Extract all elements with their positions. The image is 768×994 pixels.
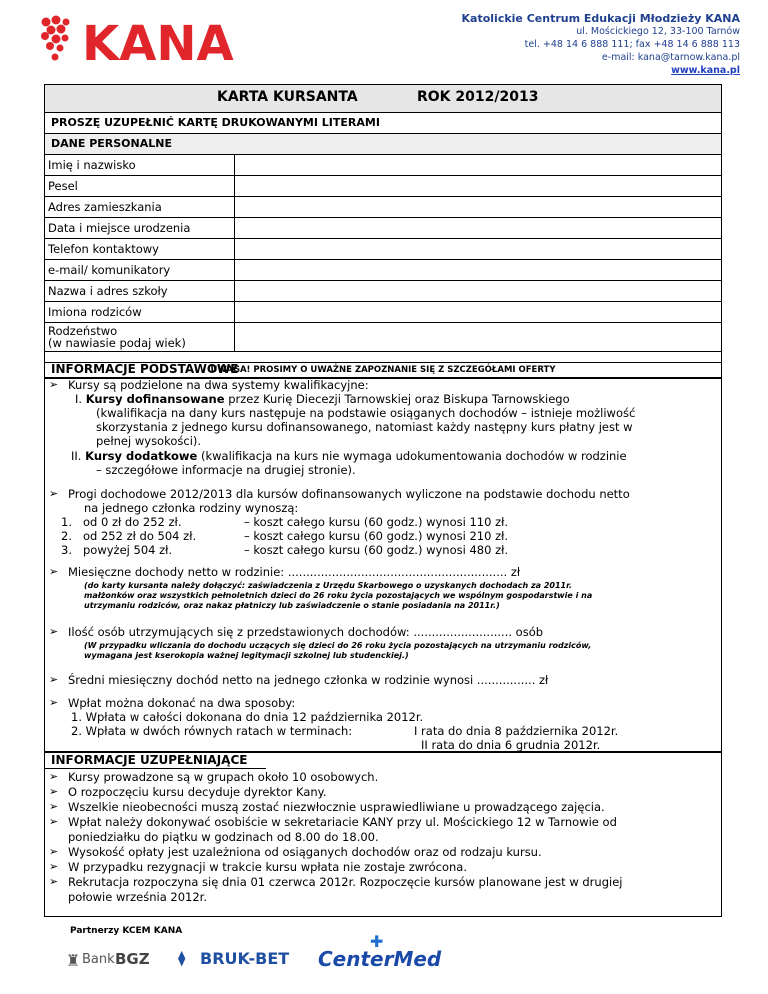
extra-l4b: poniedziałku do piątku w godzinach od 8.00 do 18.00. (68, 830, 379, 844)
table-row (45, 302, 721, 323)
income-note-2: małżonków oraz wszystkich pełnoletnich dzieci do 26 roku życia pozostających we wspólnym gospodarstwie i na (84, 591, 593, 600)
average-income-line: Średni miesięczny dochód netto na jednego członka w rodzinie wynosi ................ zł (68, 673, 549, 687)
table-row (45, 218, 721, 239)
field-label: e-mail/ komunikatory (45, 260, 235, 281)
extra-l5: Wysokość opłaty jest uzależniona od osiąganych dochodów oraz od rodzaju kursu. (68, 845, 542, 859)
threshold-num: 1. (61, 515, 72, 529)
system-i-line3: skorzystania z jednego kursu dofinansowanego, natomiast każdy następny kurs płatny jest w (96, 420, 633, 434)
bgz-text: BGZ (115, 950, 150, 968)
extra-l7a: Rekrutacja rozpoczyna się dnia 01 czerwca 2012r. Rozpoczęcie kursów planowane jest w drugiej (68, 875, 623, 889)
bruk-bet-text: BRUK-BET (200, 949, 290, 968)
persons-count-line: Ilość osób utrzymujących się z przedstawionych dochodów: ........................... osób (68, 625, 544, 639)
siblings-field[interactable] (235, 323, 722, 352)
parents-field[interactable] (235, 302, 722, 323)
threshold-cost: – koszt całego kursu (60 godz.) wynosi 480 zł. (244, 543, 509, 557)
form-frame (44, 84, 722, 379)
table-row (45, 260, 721, 281)
extra-l7b: połowie września 2012r. (68, 890, 207, 904)
system-ii-line2: – szczegółowe informacje na drugiej stronie). (96, 463, 356, 477)
arrow-bullet-icon: ➢ (49, 673, 59, 686)
system-i-line2: (kwalifikacja na dany kurs następuje na podstawie osiąganych dochodów – istnieje możliwość (96, 406, 636, 420)
org-email: e-mail: kana@tarnow.kana.pl (601, 52, 740, 63)
thresholds-intro-2: na jednego członka rodziny wynoszą: (84, 501, 299, 515)
bank-bgz-logo (66, 944, 156, 974)
installment-2: II rata do dnia 6 grudnia 2012r. (421, 738, 601, 752)
system-i (75, 392, 570, 407)
payment-option-2: 2. Wpłata w dwóch równych ratach w terminach: (71, 724, 353, 738)
org-address: ul. Mościckiego 12, 33-100 Tarnów (576, 26, 740, 37)
field-label (45, 323, 235, 352)
extra-l1: Kursy prowadzone są w grupach około 10 osobowych. (68, 770, 379, 784)
birth-field[interactable] (235, 218, 722, 239)
system-i-text: przez Kurię Diecezji Tarnowskiej oraz Biskupa Tarnowskiego (224, 392, 570, 406)
threshold-range: od 0 zł do 252 zł. (83, 515, 182, 529)
arrow-bullet-icon: ➢ (49, 378, 59, 391)
logo-text: KANA (82, 16, 234, 66)
system-ii-title: Kursy dodatkowe (85, 449, 198, 463)
system-i-num: I. (75, 392, 83, 406)
basic-info-section (44, 362, 722, 752)
system-ii (71, 449, 627, 464)
arrow-bullet-icon: ➢ (49, 815, 59, 828)
table-row (45, 281, 721, 302)
pesel-field[interactable] (235, 176, 722, 197)
form-title: KARTA KURSANTA (217, 89, 358, 105)
field-label: Pesel (45, 176, 235, 197)
field-label: Imiona rodziców (45, 302, 235, 323)
system-i-line4: pełnej wysokości). (96, 434, 202, 448)
system-i-title: Kursy dofinansowane (85, 392, 225, 406)
persons-note-2: wymagana jest kserokopia ważnej legitymacji szkolnej lub studenckiej.) (84, 651, 409, 660)
email-field[interactable] (235, 260, 722, 281)
offer-warning: UWAGA! PROSIMY O UWAŻNE ZAPOZNANIE SIĘ Z SZCZEGÓŁAMI OFERTY (45, 363, 721, 378)
arrow-bullet-icon: ➢ (49, 845, 59, 858)
threshold-num: 3. (61, 543, 72, 557)
school-field[interactable] (235, 281, 722, 302)
field-label: Adres zamieszkania (45, 197, 235, 218)
personal-data-table (45, 155, 721, 352)
address-field[interactable] (235, 197, 722, 218)
threshold-cost: – koszt całego kursu (60 godz.) wynosi 210 zł. (244, 529, 509, 543)
figure-icon: ♜ (66, 951, 81, 970)
table-row (45, 155, 721, 176)
table-row (45, 197, 721, 218)
org-name: Katolickie Centrum Edukacji Młodzieży KANA (461, 12, 740, 25)
siblings-hint: (w nawiasie podaj wiek) (48, 336, 186, 350)
table-row (45, 176, 721, 197)
kana-logo (38, 14, 248, 66)
field-label: Telefon kontaktowy (45, 239, 235, 260)
field-label: Imię i nazwisko (45, 155, 235, 176)
org-contact (462, 12, 740, 77)
org-phone: tel. +48 14 6 888 111; fax +48 14 6 888 113 (524, 39, 740, 50)
extra-info-section (44, 752, 722, 917)
basic-info-heading: INFORMACJE PODSTAWOWE (45, 362, 256, 378)
threshold-num: 2. (61, 529, 72, 543)
arrow-bullet-icon: ➢ (49, 785, 59, 798)
extra-l2: O rozpoczęciu kursu decyduje dyrektor Kany. (68, 785, 327, 799)
persons-note-1: (W przypadku wliczania do dochodu uczących się dzieci do 26 roku życia pozostających na utrzymaniu rodziców, (84, 641, 592, 650)
income-note-1: (do karty kursanta należy dołączyć: zaświadczenia z Urzędu Skarbowego o uzyskanych dochodach za 2011r. (84, 581, 572, 590)
threshold-cost: – koszt całego kursu (60 godz.) wynosi 110 zł. (244, 515, 509, 529)
partners-label: Partnerzy KCEM KANA (70, 926, 183, 936)
arrow-bullet-icon: ➢ (49, 487, 59, 500)
threshold-range: od 252 zł do 504 zł. (83, 529, 197, 543)
basic-b1: Kursy są podzielone na dwa systemy kwalifikacyjne: (68, 378, 369, 392)
bank-text: Bank (82, 952, 115, 967)
siblings-label: Rodzeństwo (48, 324, 118, 338)
arrow-bullet-icon: ➢ (49, 696, 59, 709)
form-title-bar (45, 85, 721, 113)
extra-l4a: Wpłat należy dokonywać osobiście w sekretariacie KANY przy ul. Mościckiego 12 w Tarnowie od (68, 815, 617, 829)
table-row (45, 239, 721, 260)
org-website-link[interactable]: www.kana.pl (671, 65, 740, 76)
table-row (45, 323, 721, 352)
centermed-logo (318, 932, 442, 974)
field-label: Data i miejsce urodzenia (45, 218, 235, 239)
extra-info-heading: INFORMACJE UZUPEŁNIAJĄCE (45, 753, 266, 769)
name-field[interactable] (235, 155, 722, 176)
arrow-bullet-icon: ➢ (49, 800, 59, 813)
cross-icon: ✚ (370, 932, 384, 951)
field-label: Nazwa i adres szkoły (45, 281, 235, 302)
arrow-bullet-icon: ➢ (49, 625, 59, 638)
installment-1: I rata do dnia 8 października 2012r. (414, 724, 619, 738)
payment-option-1: 1. Wpłata w całości dokonana do dnia 12 października 2012r. (71, 710, 424, 724)
phone-field[interactable] (235, 239, 722, 260)
bruk-bet-logo (178, 944, 298, 974)
form-instruction: PROSZĘ UZUPEŁNIĆ KARTĘ DRUKOWANYMI LITERAMI (45, 113, 721, 134)
bruk-bet-icon: ⧫ (178, 949, 186, 967)
form-year: ROK 2012/2013 (417, 89, 539, 105)
extra-l6: W przypadku rezygnacji w trakcie kursu wpłata nie zostaje zwrócona. (68, 860, 467, 874)
system-ii-text: (kwalifikacja na kurs nie wymaga udokumentowania dochodów w rodzinie (197, 449, 627, 463)
arrow-bullet-icon: ➢ (49, 860, 59, 873)
arrow-bullet-icon: ➢ (49, 770, 59, 783)
centermed-text: CenterMed (318, 947, 442, 971)
extra-l3: Wszelkie nieobecności muszą zostać niezwłocznie usprawiedliwiane u prowadzącego zajęcia. (68, 800, 605, 814)
monthly-income-line: Miesięczne dochody netto w rodzinie: ............................................................ zł (68, 565, 521, 579)
system-ii-num: II. (71, 449, 82, 463)
payment-intro: Wpłat można dokonać na dwa sposoby: (68, 696, 296, 710)
threshold-range: powyżej 504 zł. (83, 543, 173, 557)
section-personal-heading: DANE PERSONALNE (45, 134, 721, 155)
thresholds-intro: Progi dochodowe 2012/2013 dla kursów dofinansowanych wyliczone na podstawie dochodu netto (68, 487, 630, 501)
income-note-3: utrzymaniu rodziców, oraz nakaz płatniczy lub zaświadczenie o stanie posiadania na 2011r.) (84, 601, 500, 610)
logo-image (38, 14, 248, 66)
arrow-bullet-icon: ➢ (49, 565, 59, 578)
arrow-bullet-icon: ➢ (49, 875, 59, 888)
